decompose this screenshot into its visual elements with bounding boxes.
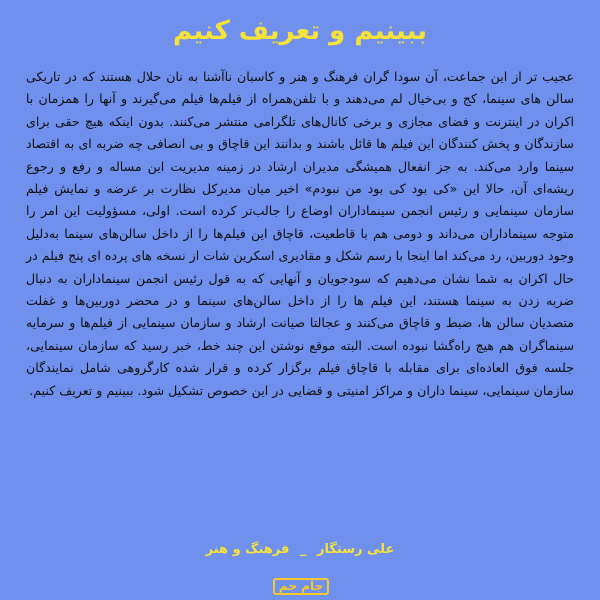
byline-separator: _ [299,542,307,557]
section-name: فرهنگ و هنر [205,542,290,557]
article-title: ببینیم و تعریف کنیم [173,16,427,46]
author-name: علی رستگار [316,542,395,557]
jamejam-logo [272,578,330,594]
article-body: عجیب تر از این جماعت، آن سودا گران فرهنگ و هنر و کاسبان ناآشنا به نان حلال هستند که در تاریکی سالن های سینما، کج و بی‌خیال لم می‌دهند و با تلفن‌همراه از فیلم‌ها فیلم می‌گیرند و آنها را همزمان با اکران در اینترنت و فضای مجازی و برخی کانال‌های تلگرامی منتشر می‌کنند. بدون اینکه هیچ حقی برای سازندگان و پخش کنندگان این فیلم ها قائل باشند و بدانند این قاچاق و بی انصافی چه ضربه ای به اقتصاد سینما وارد می‌کند. به جز انفعال همیشگی مدیران ارشاد در زمینه مدیریت این مساله و رفع و رجوع ریشه‌ای آن، حالا این «کی بود کی بود من نبودم» اخیر میان مدیرکل نظارت بر عرضه و نمایش فیلم سازمان سینمایی و رئیس انجمن سینماداران اوضاع را جالب‌تر کرده است. اولی، مسؤولیت این امر را متوجه سینماداران می‌داند و دومی هم با قاطعیت، قاچاق این فیلم‌ها را از داخل سالن‌های سینما به‌دلیل وجود دوربین، رد می‌کند اما اینجا با رسم شکل و مقادیری اسکرین شات از نسخه های پرده ای پنج فیلم در حال اکران به شما نشان می‌دهیم که سودجویان و آنهایی که به قول رئیس انجمن سینماداران به دنبال ضربه زدن به سینما هستند، این فیلم ها را از داخل سالن‌های سینما و در محضر دوربین‌ها و غفلت متصدیان سالن ها، ضبط و قاچاق می‌کنند و عجالتا صیانت ارشاد و سازمان سینمایی از فیلم‌ها و سرمایه سینماگران هم هیچ راه‌گشا نبوده است. البته موقع نوشتن این چند خط، خبر رسید که سازمان سینمایی، جلسه فوق العاده‌ای برای مقابله با قاچاق فیلم برگزار کرده و قرار شده کارگروهی شامل نمایندگان سازمان سینمایی، سینما داران و مراکز امنیتی و قضایی در این خصوص تشکیل شود. ببینیم و تعریف کنیم. [26,69,574,398]
byline [0,542,600,557]
logo-text: جام جم [273,578,329,595]
